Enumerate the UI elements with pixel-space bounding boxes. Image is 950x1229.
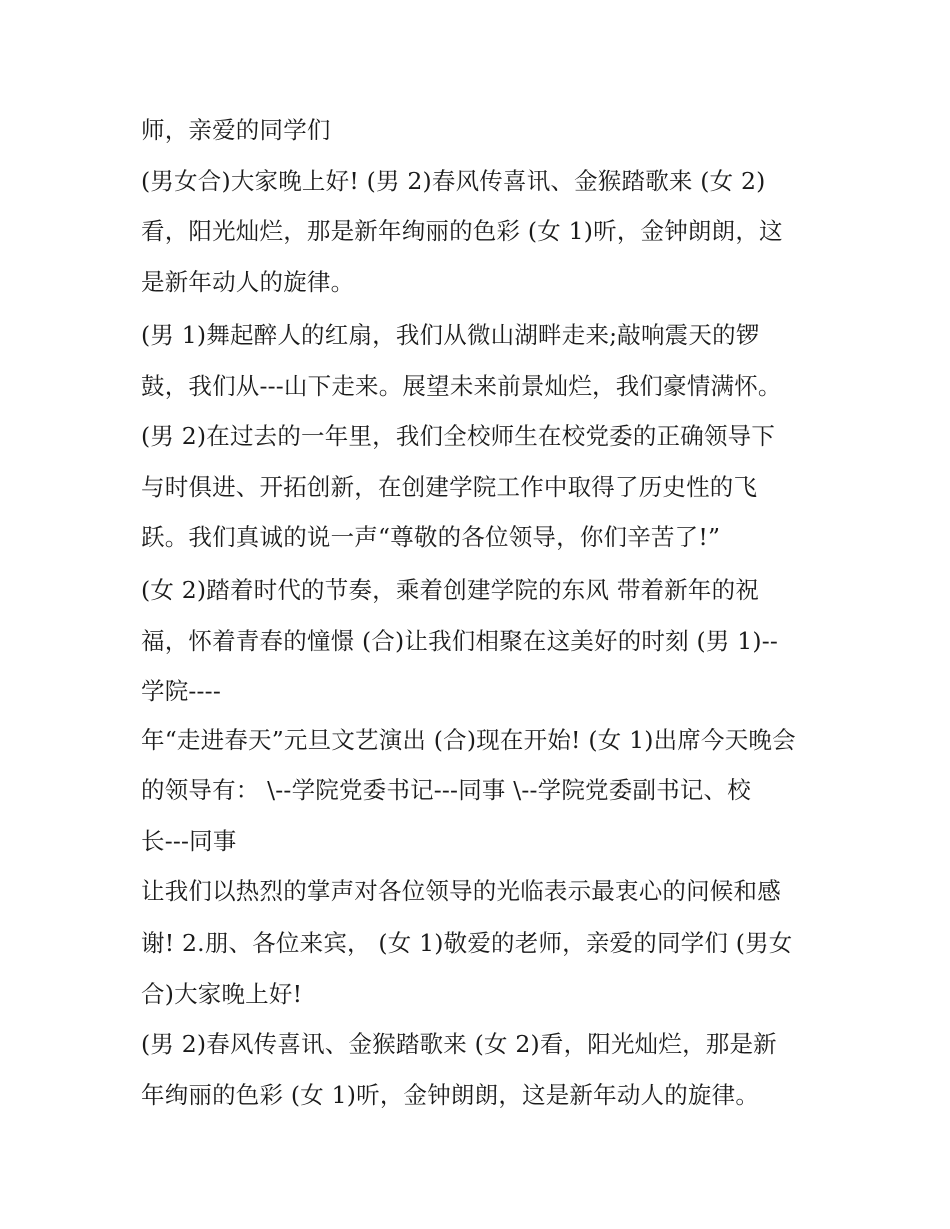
text-line: 合)大家晚上好!	[141, 980, 303, 1008]
text-line: (男 2)在过去的一年里，我们全校师生在校党委的正确领导下	[141, 422, 776, 450]
text-line: 年“走进春天”元旦文艺演出 (合)现在开始! (女 1)出席今天晚会	[141, 726, 796, 754]
text-line: 跃。我们真诚的说一声“尊敬的各位领导，你们辛苦了!”	[141, 523, 721, 551]
text-line: 谢! 2.朋、各位来宾， (女 1)敬爱的老师，亲爱的同学们 (男女	[141, 929, 793, 957]
text-line: (女 2)踏着时代的节奏，乘着创建学院的东风 带着新年的祝	[141, 576, 760, 604]
text-line: 是新年动人的旋律。	[141, 268, 355, 296]
text-line: 长---同事	[141, 827, 237, 855]
text-line: 与时俱进、开拓创新，在创建学院工作中取得了历史性的飞	[141, 473, 758, 501]
text-line: 师，亲爱的同学们	[141, 116, 331, 144]
text-line: (男女合)大家晚上好! (男 2)春风传喜讯、金猴踏歌来 (女 2)	[141, 167, 766, 195]
text-line: 让我们以热烈的掌声对各位领导的光临表示最衷心的问候和感	[141, 877, 781, 905]
text-line: (男 2)春风传喜讯、金猴踏歌来 (女 2)看，阳光灿烂，那是新	[141, 1030, 777, 1058]
text-line: 年绚丽的色彩 (女 1)听，金钟朗朗，这是新年动人的旋律。	[141, 1081, 760, 1109]
text-line: 学院----	[141, 677, 221, 705]
text-line: 鼓，我们从---山下走来。展望未来前景灿烂，我们豪情满怀。	[141, 372, 782, 400]
text-line: (男 1)舞起醉人的红扇，我们从微山湖畔走来;敲响震天的锣	[141, 321, 760, 349]
text-line: 的领导有： \--学院党委书记---同事 \--学院党委副书记、校	[141, 776, 751, 804]
text-line: 看，阳光灿烂，那是新年绚丽的色彩 (女 1)听，金钟朗朗，这	[141, 217, 783, 245]
text-line: 福，怀着青春的憧憬 (合)让我们相聚在这美好的时刻 (男 1)--	[141, 627, 779, 655]
